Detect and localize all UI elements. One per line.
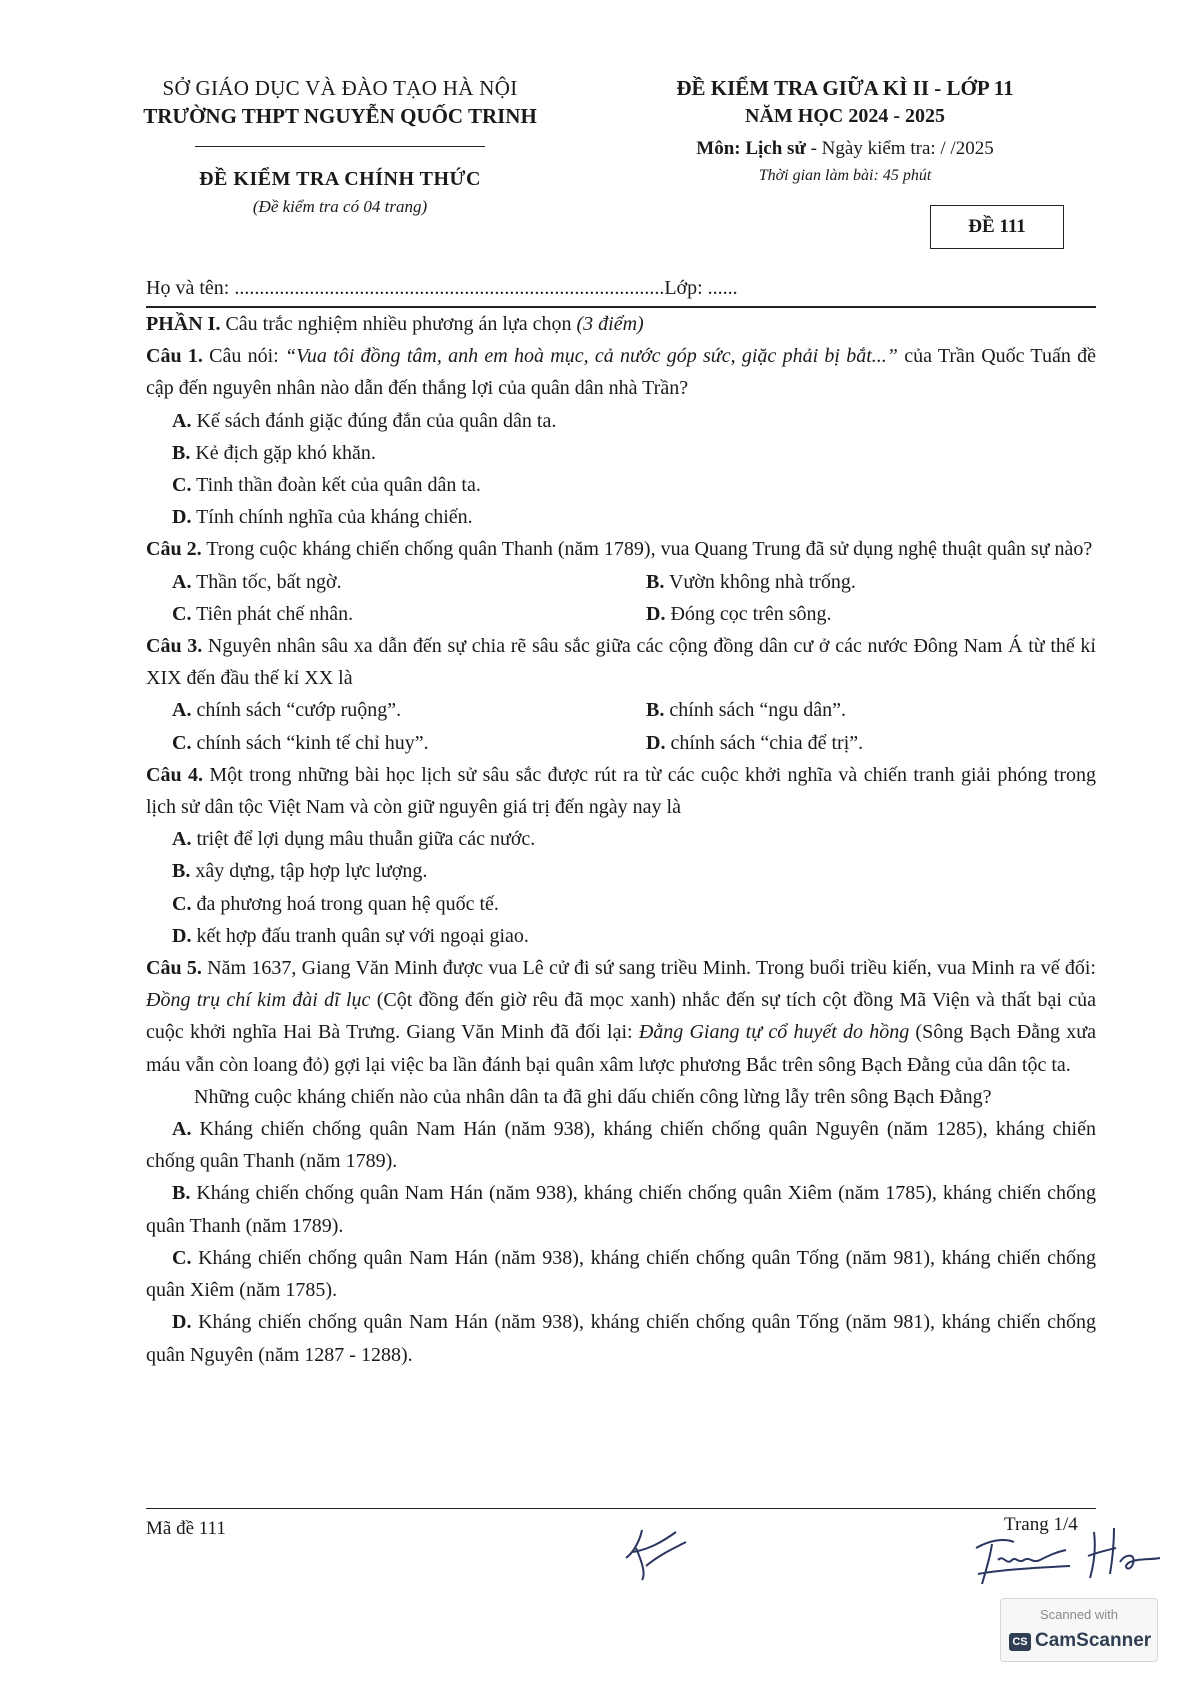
signature-3 <box>1084 1522 1164 1582</box>
exam-body <box>146 272 1096 1371</box>
option-text: Kháng chiến chống quân Nam Hán (năm 938), kháng chiến chống quân Xiêm (năm 1785), kháng chiến chống quân Thanh (năm 1789). <box>146 1182 1096 1237</box>
option-3a <box>146 694 646 726</box>
scanner-watermark <box>1000 1598 1158 1662</box>
subject-label: Môn: Lịch sử <box>696 138 806 159</box>
option-text: Tinh thần đoàn kết của quân dân ta. <box>191 474 481 497</box>
question-3 <box>146 630 1096 694</box>
option-key: B. <box>646 699 665 722</box>
option-text: Tiên phát chế nhân. <box>191 602 354 625</box>
options-row <box>146 566 1096 598</box>
option-4c <box>146 888 1096 920</box>
school-year: NĂM HỌC 2024 - 2025 <box>745 105 945 127</box>
header-divider <box>195 146 485 147</box>
footer-divider <box>146 1508 1096 1509</box>
question-text: (Sông Bạch Đằng xưa máu vẫn còn loang đỏ) gợi lại việc ba lần đánh bại quân xâm lược phương Bắc trên sông Bạch Đằng của dân tộc ta. <box>146 1021 1096 1076</box>
option-key: C. <box>172 892 192 915</box>
option-2d <box>646 598 1096 630</box>
question-label: Câu 2. <box>146 538 202 561</box>
camscanner-logo-icon: CS <box>1009 1633 1031 1651</box>
option-2c <box>146 598 646 630</box>
option-key: A. <box>172 828 192 851</box>
verse-first: Đồng trụ chí kim đài dĩ lục <box>146 989 371 1012</box>
header-right <box>640 74 1050 188</box>
class-label: Lớp: <box>664 277 708 299</box>
option-5d <box>146 1306 1096 1370</box>
option-text: Thần tốc, bất ngờ. <box>191 570 342 593</box>
duration: Thời gian làm bài: 45 phút <box>758 167 932 184</box>
option-text: xây dựng, tập hợp lực lượng. <box>190 860 428 883</box>
option-key: A. <box>172 570 192 593</box>
question-4 <box>146 759 1096 823</box>
footer-code: Mã đề 111 <box>146 1518 226 1539</box>
question-quote: “Vua tôi đồng tâm, anh em hoà mục, cả nước góp sức, giặc phải bị bắt...” <box>285 345 898 368</box>
footer-page: Trang 1/4 <box>1004 1514 1078 1535</box>
option-text: Kháng chiến chống quân Nam Hán (năm 938), kháng chiến chống quân Tống (năm 981), kháng chiến chống quân Nguyên (năm 1287 - 1288). <box>146 1311 1096 1366</box>
option-key: B. <box>172 860 191 883</box>
option-key: D. <box>646 731 666 754</box>
option-5b <box>146 1177 1096 1241</box>
option-text: Tính chính nghĩa của kháng chiến. <box>191 506 473 529</box>
signature-2 <box>970 1530 1080 1590</box>
class-field: ...... <box>707 277 738 299</box>
student-info-line <box>146 272 1096 308</box>
question-5 <box>146 952 1096 1081</box>
options-row <box>146 598 1096 630</box>
question-label: Câu 3. <box>146 635 203 658</box>
signature-1 <box>612 1522 692 1582</box>
pages-note: (Đề kiểm tra có 04 trang) <box>252 197 428 216</box>
option-4a <box>146 823 1096 855</box>
question-label: Câu 4. <box>146 763 203 786</box>
question-text: Trong cuộc kháng chiến chống quân Thanh (năm 1789), vua Quang Trung đã sử dụng nghệ thuật quân sự nào? <box>201 538 1093 561</box>
option-text: Vườn không nhà trống. <box>664 570 856 593</box>
official-label: ĐỀ KIỂM TRA CHÍNH THỨC <box>199 168 481 190</box>
option-key: D. <box>172 506 192 529</box>
option-5c <box>146 1242 1096 1306</box>
scanner-name: CamScanner <box>1035 1630 1152 1651</box>
option-4b <box>146 855 1096 887</box>
option-key: B. <box>172 1182 191 1205</box>
option-key: A. <box>172 699 192 722</box>
option-1d <box>146 501 1096 533</box>
option-1a <box>146 405 1096 437</box>
part-points: (3 điểm) <box>576 313 644 335</box>
option-text: chính sách “kinh tế chỉ huy”. <box>191 731 429 754</box>
options-row <box>146 727 1096 759</box>
option-5a <box>146 1113 1096 1177</box>
option-key: A. <box>172 1118 192 1141</box>
school-name: TRƯỜNG THPT NGUYỄN QUỐC TRINH <box>143 104 537 128</box>
question-text: (Cột đồng đến giờ rêu đã mọc xanh) nhắc đến sự tích cột đồng Mã Viện và thất bại của cuộc khởi nghĩa Hai Bà Trưng. Giang Văn Minh đã đối lại: <box>146 989 1096 1044</box>
option-text: chính sách “ngu dân”. <box>664 699 846 722</box>
name-field: ...................................................................................... <box>234 277 665 299</box>
question-text: của Trần Quốc Tuấn đề cập đến nguyên nhân nào dẫn đến thắng lợi của quân dân nhà Trần? <box>146 345 1096 400</box>
question-5-prompt: Những cuộc kháng chiến nào của nhân dân ta đã ghi dấu chiến công lừng lẫy trên sông Bạch Đằng? <box>194 1085 992 1108</box>
option-key: C. <box>172 474 192 497</box>
question-text: Năm 1637, Giang Văn Minh được vua Lê cử đi sứ sang triều Minh. Trong buổi triều kiến, vua Minh ra vế đối: <box>201 957 1096 980</box>
subject-line <box>640 134 1050 164</box>
option-key: C. <box>172 1246 192 1269</box>
option-key: D. <box>646 602 666 625</box>
part-title <box>146 308 1096 340</box>
option-2b <box>646 566 1096 598</box>
option-text: Kháng chiến chống quân Nam Hán (năm 938), kháng chiến chống quân Tống (năm 981), kháng chiến chống quân Xiêm (năm 1785). <box>146 1246 1096 1302</box>
option-key: B. <box>646 570 665 593</box>
options-row <box>146 694 1096 726</box>
option-text: đa phương hoá trong quan hệ quốc tế. <box>191 892 499 915</box>
option-4d <box>146 920 1096 952</box>
exam-date: - Ngày kiểm tra: / /2025 <box>805 138 994 159</box>
exam-title: ĐỀ KIỂM TRA GIỮA KÌ II - LỚP 11 <box>676 76 1014 100</box>
option-text: chính sách “chia để trị”. <box>665 731 864 754</box>
option-key: C. <box>172 731 192 754</box>
option-key: D. <box>172 1311 192 1334</box>
option-text: Kế sách đánh giặc đúng đắn của quân dân ta. <box>191 409 557 432</box>
header-left <box>110 74 570 219</box>
question-1 <box>146 340 1096 404</box>
option-text: Đóng cọc trên sông. <box>665 602 832 625</box>
option-1b <box>146 437 1096 469</box>
name-label: Họ và tên: <box>146 277 235 299</box>
verse-second: Đằng Giang tự cổ huyết do hồng <box>638 1021 910 1044</box>
option-key: A. <box>172 409 192 432</box>
question-2 <box>146 533 1096 565</box>
option-key: B. <box>172 441 191 464</box>
option-3d <box>646 727 1096 759</box>
part-label: PHẦN I. <box>146 313 221 335</box>
option-key: C. <box>172 602 192 625</box>
question-text: Một trong những bài học lịch sử sâu sắc được rút ra từ các cuộc khởi nghĩa và chiến tranh giải phóng trong lịch sử dân tộc Việt Nam và còn giữ nguyên giá trị đến ngày nay là <box>146 763 1096 819</box>
exam-code-box: ĐỀ 111 <box>930 205 1064 249</box>
option-text: triệt để lợi dụng mâu thuẫn giữa các nước. <box>191 828 536 851</box>
question-text: Nguyên nhân sâu xa dẫn đến sự chia rẽ sâu sắc giữa các cộng đồng dân cư ở các nước Đông Nam Á từ thế kỉ XIX đến đầu thế kỉ XX là <box>146 635 1096 690</box>
scanner-caption: Scanned with <box>1039 1607 1119 1622</box>
department-name: SỞ GIÁO DỤC VÀ ĐÀO TẠO HÀ NỘI <box>162 76 518 100</box>
question-label: Câu 5. <box>146 957 202 980</box>
question-label: Câu 1. <box>146 345 203 368</box>
option-3c <box>146 727 646 759</box>
option-2a <box>146 566 646 598</box>
option-text: Kẻ địch gặp khó khăn. <box>190 441 376 464</box>
option-text: Kháng chiến chống quân Nam Hán (năm 938), kháng chiến chống quân Nguyên (năm 1285), kháng chiến chống quân Thanh (năm 1789). <box>146 1118 1096 1173</box>
question-text: Câu nói: <box>202 345 286 368</box>
option-text: kết hợp đấu tranh quân sự với ngoại giao. <box>191 924 529 947</box>
option-1c <box>146 469 1096 501</box>
option-key: D. <box>172 924 192 947</box>
part-text: Câu trắc nghiệm nhiều phương án lựa chọn <box>220 313 577 335</box>
option-3b <box>646 694 1096 726</box>
option-text: chính sách “cướp ruộng”. <box>191 699 402 722</box>
